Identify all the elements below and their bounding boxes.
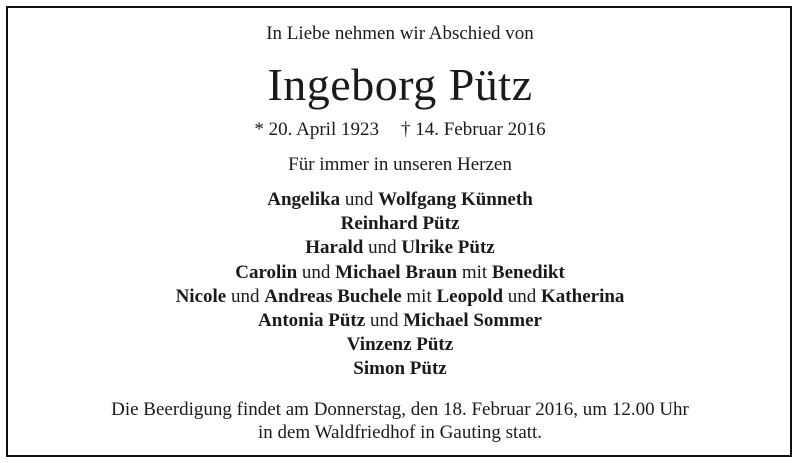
mourner-connector: und: [363, 237, 402, 259]
mourners-list: [0, 188, 800, 382]
mourner-connector: mit: [457, 261, 492, 283]
funeral-info: [0, 398, 800, 444]
mourner-connector: und: [503, 285, 542, 307]
mourner-connector: und: [226, 285, 265, 307]
birth-date: * 20. April 1923: [254, 119, 379, 140]
mourner-connector: mit: [401, 285, 437, 307]
mourner-line: [0, 212, 800, 236]
mourner-name: Leopold: [436, 285, 504, 307]
intro-line: In Liebe nehmen wir Abschied von: [266, 23, 534, 44]
funeral-line-2: in dem Waldfriedhof in Gauting statt.: [257, 422, 543, 443]
mourner-line: [0, 333, 800, 357]
mourner-line: [0, 188, 800, 212]
mourner-connector: und: [340, 189, 379, 210]
mourner-name: Antonia Pütz: [258, 309, 366, 331]
mourner-name: Katherina: [541, 285, 625, 307]
mourner-name: Reinhard Pütz: [340, 213, 460, 235]
mourner-name: Michael Braun: [335, 261, 458, 283]
mourner-line: [0, 285, 800, 309]
funeral-line-1: Die Beerdigung findet am Donnerstag, den 18. Februar 2016, um 12.00 Uhr: [111, 399, 689, 420]
mourner-connector: und: [365, 309, 404, 331]
mourner-line: [0, 261, 800, 285]
mourner-name: Harald: [305, 237, 364, 259]
mourner-line: [0, 236, 800, 260]
mourner-line: [0, 309, 800, 333]
mourner-name: Angelika: [267, 189, 341, 210]
death-date: † 14. Februar 2016: [400, 119, 546, 140]
mourner-name: Nicole: [175, 285, 227, 307]
mourner-name: Andreas Buchele: [264, 285, 402, 307]
deceased-name: Ingeborg Pütz: [267, 59, 533, 110]
mourner-name: Benedikt: [491, 261, 565, 283]
mourner-name: Vinzenz Pütz: [346, 334, 454, 356]
mourner-line: [0, 357, 800, 381]
mourner-name: Ulrike Pütz: [401, 237, 495, 259]
life-dates: [0, 118, 800, 142]
mourner-connector: und: [297, 261, 336, 283]
motto-line: Für immer in unseren Herzen: [288, 154, 512, 175]
mourner-name: Michael Sommer: [403, 309, 542, 331]
mourner-name: Carolin: [235, 261, 298, 283]
mourner-name: Simon Pütz: [353, 358, 447, 380]
mourner-name: Wolfgang Künneth: [378, 189, 533, 210]
